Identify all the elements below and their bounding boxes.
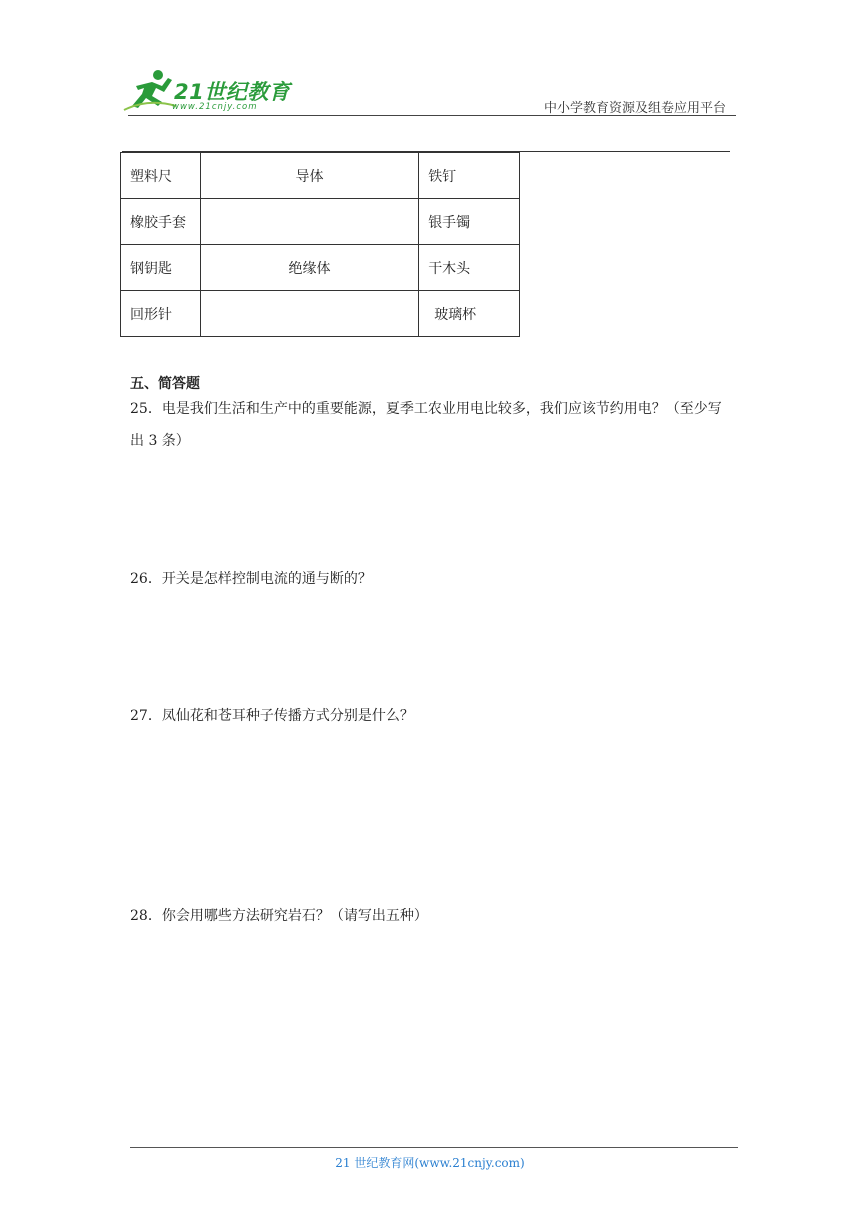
footer-text: 21 世纪教育网(www.21cnjy.com) [335, 1156, 525, 1170]
table-cell: 干木头 [419, 245, 520, 291]
table-row [121, 199, 520, 245]
table-cell: 绝缘体 [200, 245, 418, 291]
table-cell: 导体 [200, 153, 418, 199]
question-28: 28．你会用哪些方法研究岩石？（请写出五种） [130, 908, 428, 924]
question-26: 26．开关是怎样控制电流的通与断的？ [130, 571, 372, 587]
table-row [121, 291, 520, 337]
logo-url: www.21cnjy.com [172, 102, 258, 112]
runner-logo-icon [122, 68, 178, 112]
header-rule [128, 115, 736, 116]
table-cell: 橡胶手套 [121, 199, 201, 245]
table-cell: 钢钥匙 [121, 245, 201, 291]
site-logo [122, 68, 292, 116]
table-cell [200, 291, 418, 337]
table-cell: 塑料尺 [121, 153, 201, 199]
table-cell: 银手镯 [419, 199, 520, 245]
table-cell: 玻璃杯 [419, 291, 520, 337]
table-row [121, 153, 520, 199]
table-cell [200, 199, 418, 245]
table-row [121, 245, 520, 291]
materials-table [120, 152, 520, 337]
footer-rule [130, 1147, 738, 1148]
question-25: 25．电是我们生活和生产中的重要能源，夏季工农业用电比较多，我们应该节约用电？（至少写出 3 条） [130, 401, 722, 449]
question-27: 27．凤仙花和苍耳种子传播方式分别是什么？ [130, 708, 414, 724]
section-title: 五、简答题 [130, 376, 200, 392]
logo-text: 21世纪教育 [174, 80, 291, 104]
table-cell: 回形针 [121, 291, 201, 337]
platform-title: 中小学教育资源及组卷应用平台 [543, 101, 726, 116]
table-cell: 铁钉 [419, 153, 520, 199]
